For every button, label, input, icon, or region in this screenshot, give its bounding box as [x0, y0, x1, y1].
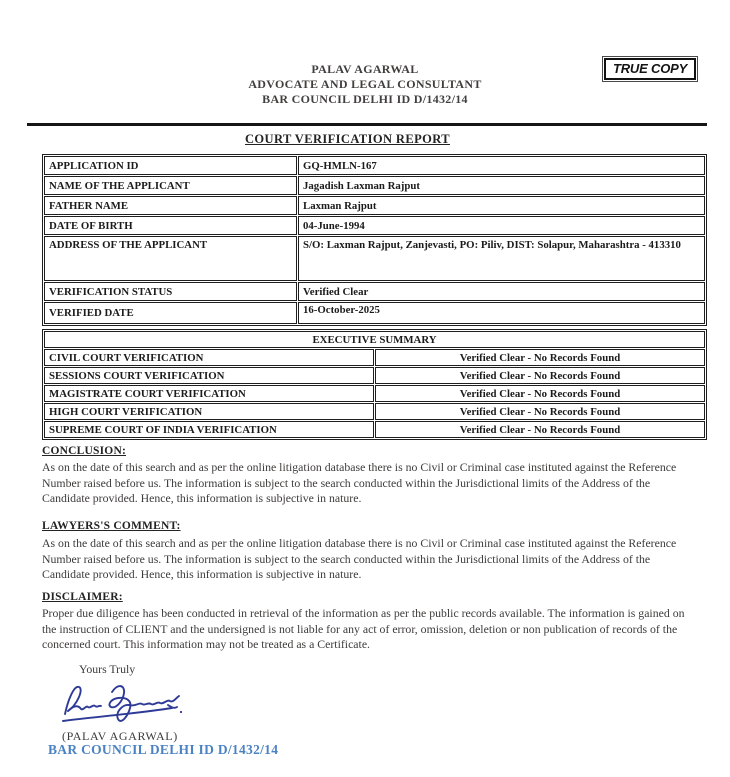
row-label: NAME OF THE APPLICANT — [44, 176, 297, 195]
bar-council-id-header: BAR COUNCIL DELHI ID D/1432/14 — [262, 92, 468, 106]
disclaimer-text: Proper due diligence has been conducted in retrieval of the information as per the public records available. The information is gained on the instruction of CLIENT and the undersigned is not liable for any act of error, omission, deletion or non publication of records of the concerned court. This information may not be treated as a Certificate. — [42, 606, 685, 652]
table-row — [44, 216, 705, 235]
applicant-details-table — [42, 154, 707, 326]
signatory-name: (PALAV AGARWAL) — [62, 729, 178, 743]
table-row — [44, 302, 705, 324]
row-value: GQ-HMLN-167 — [298, 156, 705, 175]
table-row — [44, 156, 705, 175]
row-label: SESSIONS COURT VERIFICATION — [44, 367, 374, 384]
row-value: Verified Clear - No Records Found — [375, 421, 705, 438]
table-row — [44, 176, 705, 195]
table-row — [44, 385, 705, 402]
advocate-name: PALAV AGARWAL — [311, 62, 419, 76]
table-row — [44, 236, 705, 281]
table-row — [44, 421, 705, 438]
row-label: CIVIL COURT VERIFICATION — [44, 349, 374, 366]
row-value: Jagadish Laxman Rajput — [298, 176, 705, 195]
row-value: Verified Clear - No Records Found — [375, 367, 705, 384]
row-value: Verified Clear — [298, 282, 705, 301]
table-row — [44, 367, 705, 384]
executive-summary-header: EXECUTIVE SUMMARY — [44, 331, 705, 348]
conclusion-text: As on the date of this search and as per the online litigation database there is no Civil or Criminal case instituted against the Reference Number raised before us. The information is subject to the search conducted within the Jurisdictional limits of the Address of the Candidate provided. Hence, this information is subjective in nature. — [42, 460, 677, 506]
header-divider — [27, 123, 707, 126]
row-value: Laxman Rajput — [298, 196, 705, 215]
bar-council-id-footer: BAR COUNCIL DELHI ID D/1432/14 — [48, 742, 279, 757]
report-title: COURT VERIFICATION REPORT — [245, 132, 450, 146]
executive-summary-table — [42, 329, 707, 440]
table-header-row — [44, 331, 705, 348]
true-copy-stamp: TRUE COPY — [604, 58, 696, 80]
row-label: ADDRESS OF THE APPLICANT — [44, 236, 297, 281]
row-value: 04-June-1994 — [298, 216, 705, 235]
row-label: APPLICATION ID — [44, 156, 297, 175]
row-label: MAGISTRATE COURT VERIFICATION — [44, 385, 374, 402]
row-value: Verified Clear - No Records Found — [375, 349, 705, 366]
lawyers-comment-heading: LAWYERS'S COMMENT: — [42, 520, 181, 532]
lawyers-comment-text: As on the date of this search and as per the online litigation database there is no Civil or Criminal case instituted against the Reference Number raised before us. The information is subject to the search conducted within the Jurisdictional limits of the Address of the Candidate provided. Hence, this information is subjective in nature. — [42, 536, 677, 582]
table-row — [44, 282, 705, 301]
row-value: S/O: Laxman Rajput, Zanjevasti, PO: Piliv, DIST: Solapur, Maharashtra - 413310 — [298, 236, 705, 281]
row-label: SUPREME COURT OF INDIA VERIFICATION — [44, 421, 374, 438]
closing-salutation: Yours Truly — [79, 662, 136, 676]
handwritten-signature-icon — [58, 678, 186, 728]
advocate-title: ADVOCATE AND LEGAL CONSULTANT — [248, 77, 482, 91]
table-row — [44, 403, 705, 420]
row-label: FATHER NAME — [44, 196, 297, 215]
disclaimer-heading: DISCLAIMER: — [42, 591, 123, 603]
row-label: DATE OF BIRTH — [44, 216, 297, 235]
row-value: 16-October-2025 — [298, 302, 705, 324]
table-row — [44, 196, 705, 215]
conclusion-heading: CONCLUSION: — [42, 445, 126, 457]
row-label: VERIFICATION STATUS — [44, 282, 297, 301]
row-value: Verified Clear - No Records Found — [375, 385, 705, 402]
row-value: Verified Clear - No Records Found — [375, 403, 705, 420]
table-row — [44, 349, 705, 366]
row-label: HIGH COURT VERIFICATION — [44, 403, 374, 420]
row-label: VERIFIED DATE — [44, 302, 297, 324]
